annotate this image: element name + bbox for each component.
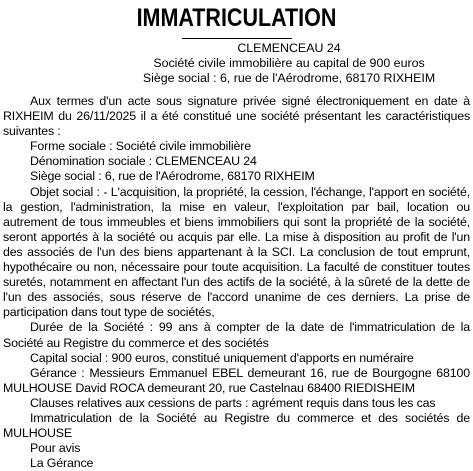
duration-paragraph: Durée de la Société : 99 ans à compter de la date de l'immatriculation de la Société au Registre du commerce et des sociétés (3, 320, 470, 350)
title-divider (182, 38, 292, 39)
signature-line: La Gérance (30, 456, 94, 471)
registration-paragraph: Immatriculation de la Société au Registre du commerce et des sociétés de MULHOUSE (3, 410, 470, 441)
management-paragraph: Gérance : Messieurs Emmanuel EBEL demeurant 16, rue de Bourgogne 68100 MULHOUSE David ROCA demeurant 20, rue Castelnau 68400 RIEDISHEIM (3, 365, 470, 395)
transfer-clauses: Clauses relatives aux cessions de parts : agrément requis dans tous les cas (30, 395, 436, 410)
company-name: CLEMENCEAU 24 (237, 41, 341, 55)
notice-header (3, 41, 470, 86)
notice-title: IMMATRICULATION (136, 4, 337, 32)
notice-body (3, 94, 470, 471)
capital: Capital social : 900 euros, constitué uniquement d'apports en numéraire (30, 350, 414, 365)
purpose-paragraph: Objet social : - L'acquisition, la propriété, la cession, l'échange, l'apport en société, la gestion, l'administration, la mise en valeur, l'exploitation par bail, location ou autrement de tous immeubles et biens immobiliers qui sont la propriété de la société, seront apportés à la société ou acquis par elle. La mise à disposition au profit de l'un des associés de l'un des biens appartenant à la SCI. La conclusion de tout emprunt, hypothécaire ou non, nécessaire pour toute acquisition. La faculté de constituer toutes suretés, notamment en affectant l'un des actifs de la société, à la sûreté de la dette de l'un des associés, sous réserve de l'accord unanime de ces derniers. La prise de participation dans tout type de sociétés, (3, 184, 470, 320)
company-form-capital: Société civile immobilière au capital de 900 euros (153, 56, 425, 70)
head-office: Siège social : 6, rue de l'Aérodrome, 68170 RIXHEIM (142, 71, 436, 85)
closing-line: Pour avis (30, 441, 81, 456)
intro-paragraph: Aux termes d'un acte sous signature privée signé électroniquement en date à RIXHEIM du 26/11/2025 il a été constitué une société présentant les caractéristiques suivantes : (3, 94, 470, 139)
denomination: Dénomination sociale : CLEMENCEAU 24 (30, 154, 257, 169)
registered-office: Siège social : 6, rue de l'Aérodrome, 68170 RIXHEIM (30, 169, 315, 184)
legal-form: Forme sociale : Société civile immobilière (30, 139, 251, 154)
